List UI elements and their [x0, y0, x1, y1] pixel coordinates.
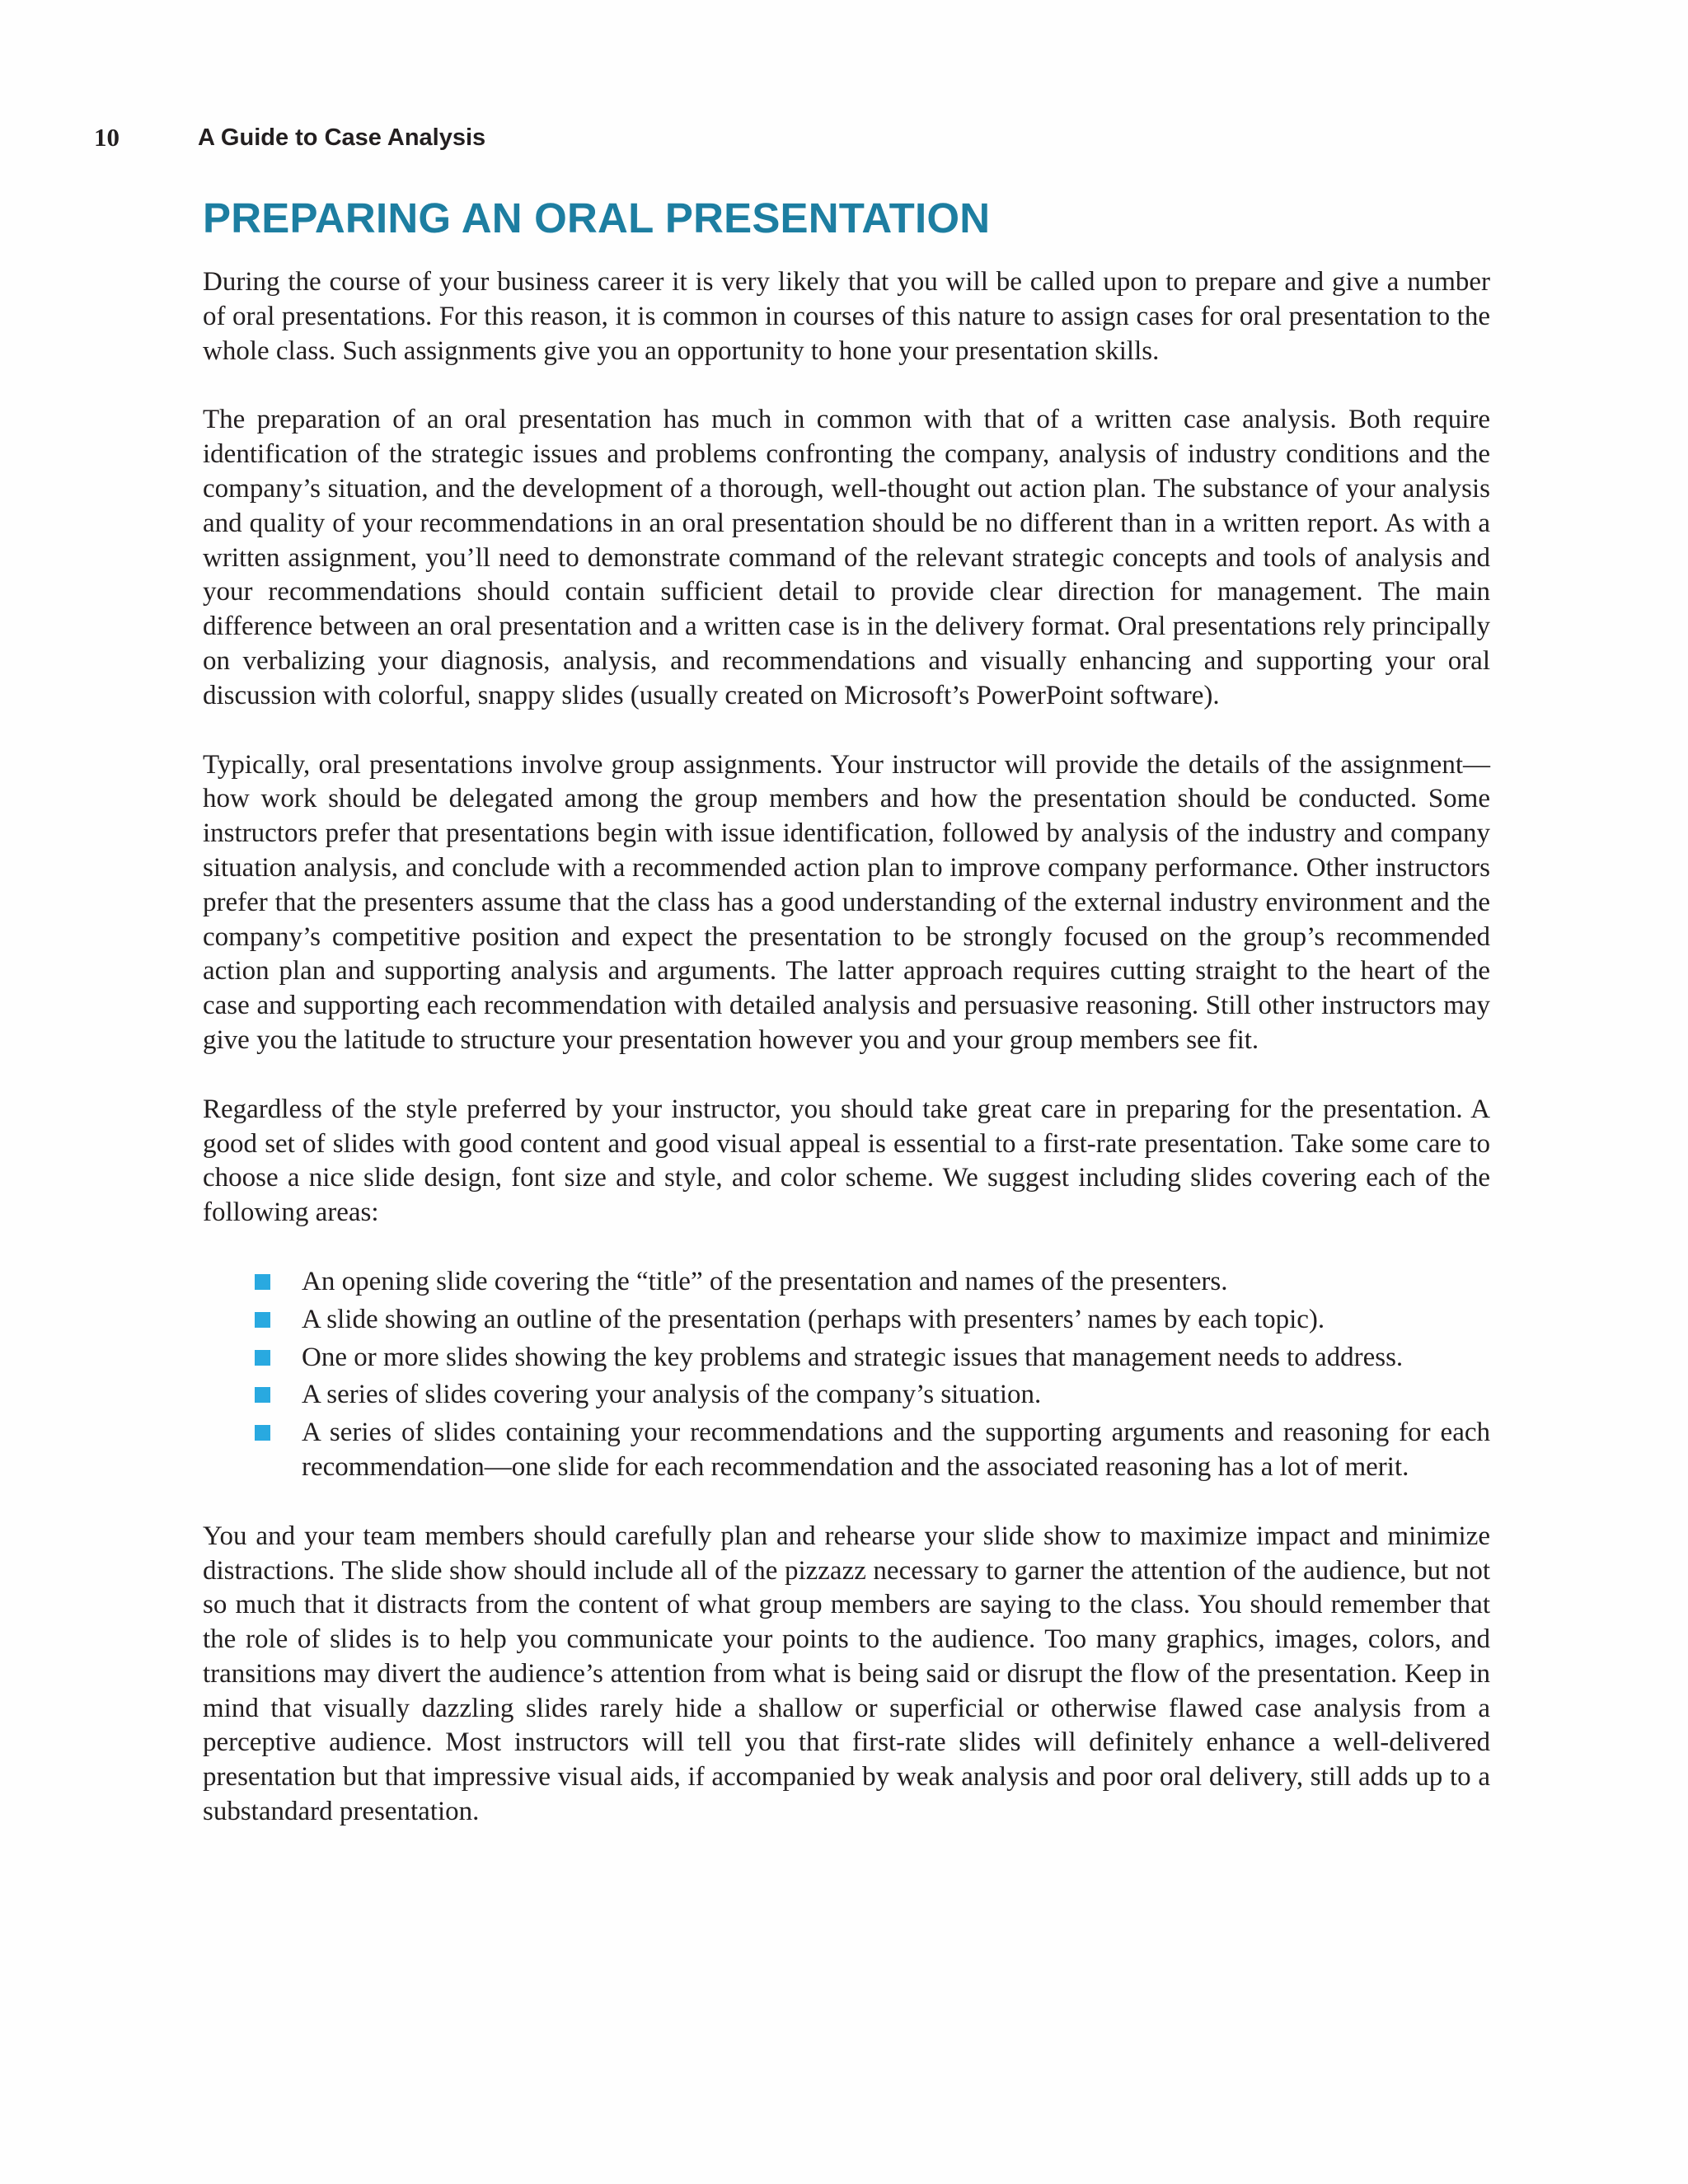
running-title: A Guide to Case Analysis — [198, 124, 486, 151]
list-item — [302, 1378, 1490, 1413]
square-bullet-icon — [255, 1274, 270, 1290]
paragraph-slides-guidance: Regardless of the style preferred by your instructor, you should take great care in preparing for the presentation. A good set of slides with good content and good visual appeal is essential to a first-rate presentation. Take some care to choose a nice slide design, font size and style, and color scheme. We suggest including slides covering each of the following areas: — [203, 1094, 1490, 1228]
slide-topics-list — [203, 1265, 1490, 1485]
paragraph-preparation: The preparation of an oral presentation has much in common with that of a written case analysis. Both require identification of the strategic issues and problems confronting the company, analysis of industry conditions and the company’s situation, and the development of a thorough, well-thought out action plan. The substance of your analysis and quality of your recommendations in an oral presentation should be no different than in a written report. As with a written assignment, you’ll need to demonstrate command of the relevant strategic concepts and tools of analysis and your recommendations should contain sufficient detail to provide clear direction for management. The main difference between an oral presentation and a written case is in the delivery format. Oral presentations rely principally on verbalizing your diagnosis, analysis, and recommendations and visually enhancing and supporting your oral discussion with colorful, snappy slides (usually created on Microsoft’s PowerPoint software). — [203, 405, 1490, 710]
list-item — [302, 1303, 1490, 1338]
list-item — [302, 1341, 1490, 1376]
page-number: 10 — [94, 123, 120, 152]
paragraph-group-assignments: Typically, oral presentations involve group assignments. Your instructor will provide the details of the assignment—how work should be delegated among the group members and how the presentation should be conducted. Some instructors prefer that presentations begin with issue identification, followed by analysis of the industry and company situation analysis, and conclude with a recommended action plan to improve company performance. Other instructors prefer that the presenters assume that the class has a good understanding of the external industry environment and the company’s competitive position and expect the presentation to be strongly focused on the group’s recommended action plan and supporting analysis and arguments. The latter approach requires cutting straight to the heart of the case and supporting each recommendation with detailed analysis and persuasive reasoning. Still other instructors may give you the latitude to structure your presentation however you and your group members see fit. — [203, 749, 1490, 1055]
section-title: PREPARING AN ORAL PRESENTATION — [203, 194, 991, 241]
square-bullet-icon — [255, 1312, 270, 1328]
square-bullet-icon — [255, 1350, 270, 1366]
running-head — [94, 117, 485, 158]
square-bullet-icon — [255, 1387, 270, 1403]
list-item-text: An opening slide covering the “title” of the presentation and names of the presenters. — [302, 1266, 1228, 1296]
paragraph-intro: During the course of your business career it is very likely that you will be called upon to prepare and give a number of oral presentations. For this reason, it is common in courses of this nature to assign cases for oral presentation to the whole class. Such assignments give you an opportunity to hone your presentation skills. — [203, 267, 1490, 366]
list-item-text: A series of slides containing your recommendations and the supporting arguments and reasoning for each recommendation—one slide for each recommendation and the associated reasoning has a lot of merit. — [302, 1418, 1490, 1482]
main-content — [203, 188, 1490, 1864]
list-item — [302, 1265, 1490, 1300]
list-item-text: One or more slides showing the key problems and strategic issues that management needs to address. — [302, 1342, 1404, 1372]
square-bullet-icon — [255, 1425, 270, 1441]
paragraph-rehearse: You and your team members should carefully plan and rehearse your slide show to maximize impact and minimize distractions. The slide show should include all of the pizzazz necessary to garner the attention of the audience, but not so much that it distracts from the content of what group members are saying to the class. You should remember that the role of slides is to help you communicate your points to the audience. Too many graphics, images, colors, and transitions may divert the audience’s attention from what is being said or disrupt the flow of the presentation. Keep in mind that visually dazzling slides rarely hide a shallow or superficial or otherwise flawed case analysis from a perceptive audience. Most instructors will tell you that first-rate slides will definitely enhance a well-delivered presentation but that impressive visual aids, if accompanied by weak analysis and poor oral delivery, still adds up to a substandard presentation. — [203, 1521, 1490, 1827]
list-item-text: A series of slides covering your analysis of the company’s situation. — [302, 1380, 1042, 1410]
list-item — [302, 1416, 1490, 1485]
list-item-text: A slide showing an outline of the presentation (perhaps with presenters’ names by each topic). — [302, 1304, 1325, 1334]
